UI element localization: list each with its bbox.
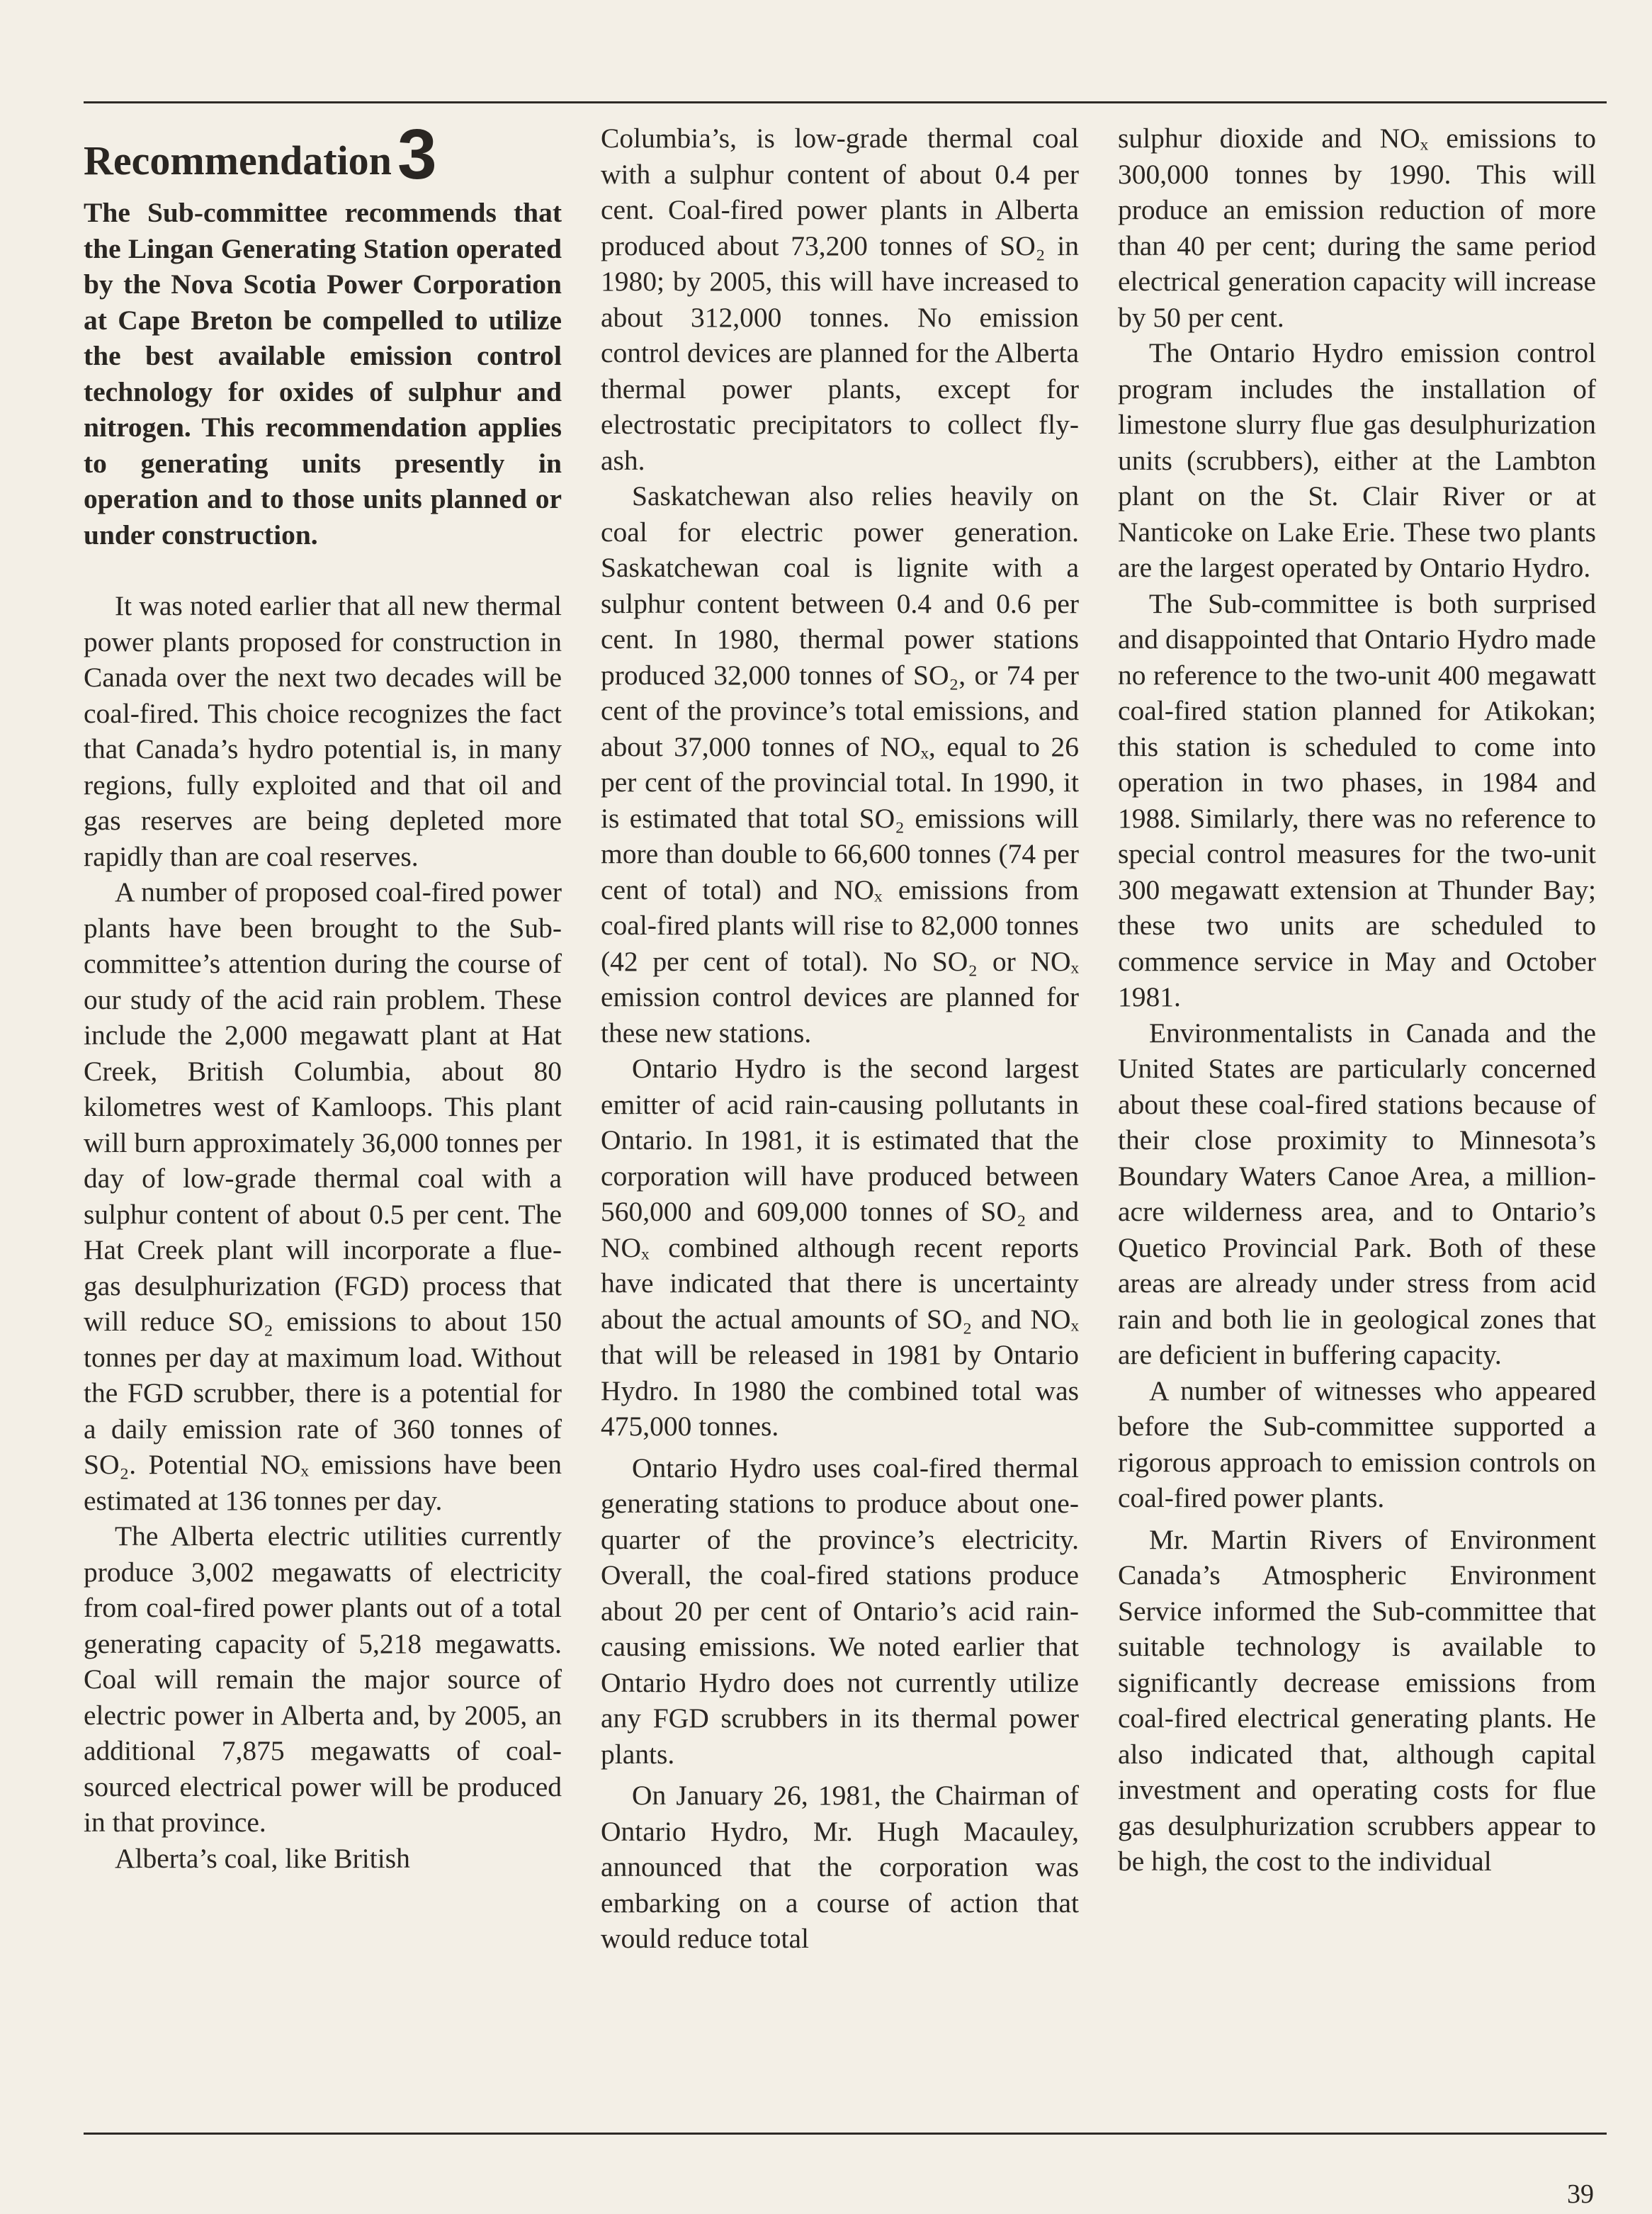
column-1 bbox=[84, 115, 562, 1876]
paragraph: Columbia’s, is low-grade thermal coal with a sulphur content of about 0.4 per cent. Coal-fired power plants in Alberta produced about 73,200 tonnes of SO₂ in 1980; by 2005, this will have increased to about 312,000 tonnes. No emission control devices are planned for the Alberta thermal power plants, except for electrostatic precipitators to collect fly-ash. bbox=[601, 123, 1079, 476]
paragraph: sulphur dioxide and NOₓ emissions to 300,000 tonnes by 1990. This will produce an emission reduction of more than 40 per cent; during the same period electrical generation capacity will increase by 50 per cent. bbox=[1118, 123, 1596, 333]
column-2 bbox=[601, 120, 1079, 1957]
recommendation-text: The Sub-committee recommends that the Lingan Generating Station operated by the Nova Scotia Power Corporation at Cape Breton be compelled to utilize the best available emission control technology for oxides of sulphur and nitrogen. This recommendation applies to generating units presently in operation and to those units planned or under construction. bbox=[84, 197, 562, 550]
recommendation-heading bbox=[84, 115, 562, 194]
paragraph: Saskatchewan also relies heavily on coal for electric power generation. Saskatchewan coal is lignite with a sulphur content between 0.4 and 0.6 per cent. In 1980, thermal power stations produced 32,000 tonnes of SO₂, or 74 per cent of the province’s total emissions, and about 37,000 tonnes of NOₓ, equal to 26 per cent of the provincial total. In 1990, it is estimated that total SO₂ emissions will more than double to 66,600 tonnes (74 per cent of total) and NOₓ emissions from coal-fired plants will rise to 82,000 tonnes (42 per cent of total). No SO₂ or NOₓ emission control devices are planned for these new stations. bbox=[601, 480, 1079, 1049]
paragraph: Alberta’s coal, like British bbox=[115, 1842, 410, 1874]
paragraph: Ontario Hydro is the second largest emitter of acid rain-causing pollutants in Ontario. In 1981, it is estimated that the corporation will have produced between 560,000 and 609,000 tonnes of SO₂ and NOₓ combined although recent reports have indicated that there is uncertainty about the actual amounts of SO₂ and NOₓ that will be released in 1981 by Ontario Hydro. In 1980 the combined total was 475,000 tonnes. bbox=[601, 1053, 1079, 1442]
paragraph: Ontario Hydro uses coal-fired thermal generating stations to produce about one-quarter of the province’s electricity. Overall, the coal-fired stations produce about 20 per cent of Ontario’s acid rain-causing emissions. We noted earlier that Ontario Hydro does not currently utilize any FGD scrubbers in its thermal power plants. bbox=[601, 1452, 1079, 1770]
page-number: 39 bbox=[1567, 2179, 1594, 2209]
recommendation-number: 3 bbox=[397, 115, 437, 194]
paragraph: Mr. Martin Rivers of Environment Canada’s Atmospheric Environment Service informed the Sub-committee that suitable technology is available to significantly decrease emissions from coal-fired electrical generating plants. He also indicated that, although capital investment and operating costs for flue gas desulphurization scrubbers appear to be high, the cost to the individual bbox=[1118, 1523, 1596, 1877]
paragraph: A number of witnesses who appeared before the Sub-committee supported a rigorous approach to emission controls on coal-fired power plants. bbox=[1118, 1374, 1596, 1513]
recommendation-label: Recommendation bbox=[84, 137, 392, 183]
paragraph: The Alberta electric utilities currently produce 3,002 megawatts of electricity from coal-fired power plants out of a total generating capacity of 5,218 megawatts. Coal will remain the major source of electric power in Alberta and, by 2005, an additional 7,875 megawatts of coal-sourced electrical power will be produced in that province. bbox=[84, 1520, 562, 1838]
bottom-rule bbox=[84, 2133, 1607, 2135]
paragraph: It was noted earlier that all new thermal power plants proposed for construction in Canada over the next two decades will be coal-fired. This choice recognizes the fact that Canada’s hydro potential is, in many regions, fully exploited and that oil and gas reserves are being depleted more rapidly than are coal reserves. bbox=[84, 590, 562, 872]
paragraph: Environmentalists in Canada and the United States are particularly concerned about these coal-fired stations because of their close proximity to Minnesota’s Boundary Waters Canoe Area, a million-acre wilderness area, and to Ontario’s Quetico Provincial Park. Both of these areas are already under stress from acid rain and both lie in geological zones that are deficient in buffering capacity. bbox=[1118, 1017, 1596, 1370]
paragraph: A number of proposed coal-fired power plants have been brought to the Sub-committee’s attention during the course of our study of the acid rain problem. These include the 2,000 megawatt plant at Hat Creek, British Columbia, about 80 kilometres west of Kamloops. This plant will burn approximately 36,000 tonnes per day of low-grade thermal coal with a sulphur content of about 0.5 per cent. The Hat Creek plant will incorporate a flue-gas desulphurization (FGD) process that will reduce SO₂ emissions to about 150 tonnes per day at maximum load. Without the FGD scrubber, there is a potential for a daily emission rate of 360 tonnes of SO₂. Potential NOₓ emissions have been estimated at 136 tonnes per day. bbox=[84, 876, 562, 1516]
paragraph: The Ontario Hydro emission control program includes the installation of limestone slurry flue gas desulphurization units (scrubbers), either at the Lambton plant on the St. Clair River or at Nanticoke on Lake Erie. These two plants are the largest operated by Ontario Hydro. bbox=[1118, 337, 1596, 583]
top-rule bbox=[84, 101, 1607, 103]
column-3 bbox=[1118, 120, 1596, 1880]
paragraph: The Sub-committee is both surprised and disappointed that Ontario Hydro made no reference to the two-unit 400 megawatt coal-fired station planned for Atikokan; this station is scheduled to come into operation in two phases, in 1984 and 1988. Similarly, there was no reference to special control measures for the two-unit 300 megawatt extension at Thunder Bay; these two units are scheduled to commence service in May and October 1981. bbox=[1118, 587, 1596, 1012]
paragraph: On January 26, 1981, the Chairman of Ontario Hydro, Mr. Hugh Macauley, announced that the corporation was embarking on a course of action that would reduce total bbox=[601, 1780, 1079, 1954]
